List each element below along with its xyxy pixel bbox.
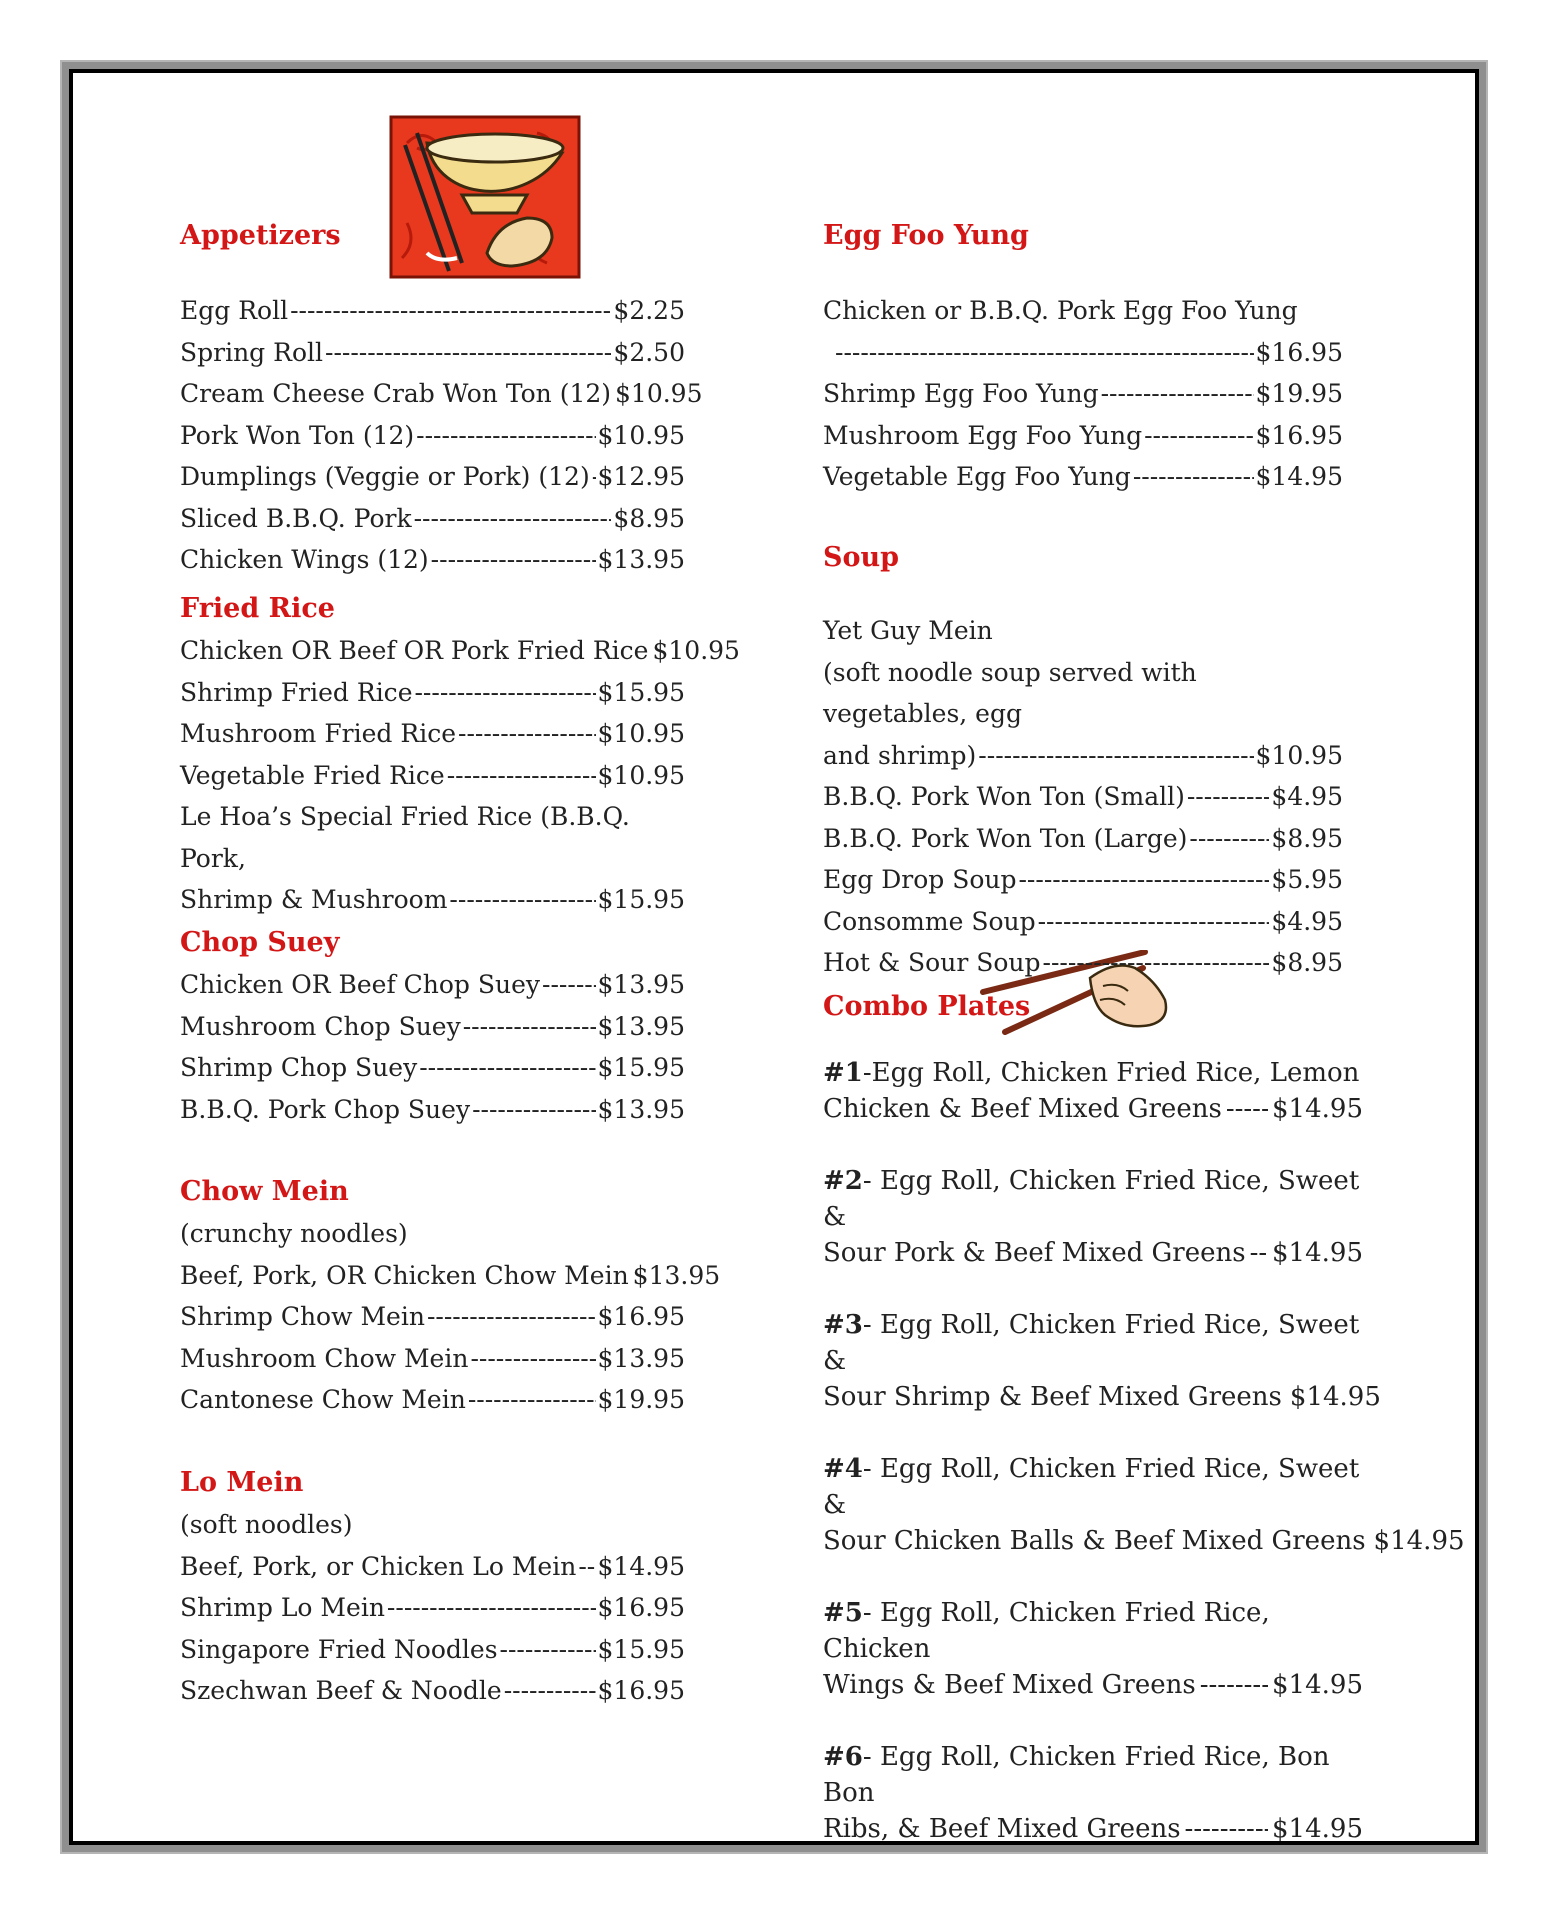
item-name: B.B.Q. Pork Chop Suey [180,1094,471,1124]
combo-number: #5 [823,1598,863,1628]
dot-leader [472,1089,595,1131]
combo-line1: - Egg Roll, Chicken Fried Rice, Sweet & [823,1166,1360,1232]
combo-heading: Combo Plates [823,991,1031,1022]
item-name: Vegetable Fried Rice [180,760,445,790]
dot-leader [542,964,595,1006]
item-price: $14.95 [597,1551,685,1581]
combo-line2: Sour Chicken Balls & Beef Mixed Greens [823,1526,1366,1556]
combo-line1: - Egg Roll, Chicken Fried Rice, Sweet & [823,1454,1360,1520]
item-name: Chicken Wings (12) [180,545,429,574]
item-price: $2.50 [613,337,685,367]
soup-first-desc: (soft noodle soup served with vegetables, egg [823,657,1197,728]
item-price: $13.95 [597,1343,685,1373]
menu-item [823,735,1343,777]
menu-item [180,1587,685,1629]
dot-leader [592,456,596,498]
item-price: $13.95 [597,970,685,999]
item-price: $16.95 [1255,420,1343,450]
item-price: $2.25 [613,296,685,325]
item-name: Shrimp Lo Mein [180,1593,385,1622]
menu-item [180,630,740,672]
combo-line1: - Egg Roll, Chicken Fried Rice, Bon Bon [823,1742,1330,1808]
lo-mein-note: (soft noodles) [180,1510,353,1539]
item-name: Mushroom Egg Foo Yung [823,420,1143,450]
combo-price: $14.95 [1373,1526,1465,1556]
combo-plate [823,1451,1465,1559]
combo-line2: Wings & Beef Mixed Greens [823,1670,1196,1700]
chow-mein-heading: Chow Mein [180,1176,349,1207]
dot-leader [1200,1667,1268,1703]
dot-leader [468,1379,596,1421]
combo-list [823,1055,1465,1883]
menu-item [180,415,685,457]
menu-item [180,1047,685,1089]
combo-plate [823,1739,1363,1847]
item-name: Sliced B.B.Q. Pork [180,503,412,533]
menu-item [823,942,1343,984]
combo-plate [823,1163,1363,1271]
chow-mein-note: (crunchy noodles) [180,1219,408,1248]
dot-leader [835,332,1254,374]
menu-item [180,332,685,374]
menu-item [823,456,1343,498]
item-name: Hot & Sour Soup [823,948,1041,977]
menu-item [180,1255,721,1297]
dot-leader [458,713,596,755]
item-price: $5.95 [1271,865,1343,894]
dot-leader [1101,373,1254,415]
dot-leader [1144,415,1253,457]
dot-leader [500,1629,596,1671]
special-fried-rice-line2: Shrimp & Mushroom [180,885,448,914]
menu-item [823,776,1343,818]
item-name: Beef, Pork, OR Chicken Chow Mein [180,1260,629,1290]
menu-item [823,818,1343,860]
dot-leader [470,1338,595,1380]
item-price: $13.95 [632,1260,721,1290]
dot-leader [427,1296,596,1338]
dot-leader [419,1047,595,1089]
menu-item [180,1338,685,1380]
item-name: Beef, Pork, or Chicken Lo Mein [180,1551,577,1581]
dot-leader [463,1006,596,1048]
combo-price: $14.95 [1272,1094,1363,1124]
dot-leader [1043,942,1270,984]
item-price: $4.95 [1271,906,1343,936]
combo-price: $14.95 [1272,1814,1363,1844]
menu-item [823,332,1343,374]
chop-suey-list [180,964,685,1130]
menu-item [180,498,685,540]
item-price: $12.95 [597,462,685,491]
item-price: $15.95 [597,1053,685,1082]
dot-leader [1185,1811,1268,1847]
item-name: Shrimp Egg Foo Yung [823,379,1099,408]
egg-foo-yung-list [823,290,1343,498]
menu-item [180,373,703,415]
egg-foo-yung-heading: Egg Foo Yung [823,220,1029,251]
combo-number: #1 [823,1058,863,1088]
menu-item [180,1006,685,1048]
fried-rice-list [180,630,740,921]
item-name: Shrimp Chow Mein [180,1302,425,1331]
item-price: $14.95 [1255,462,1343,491]
combo-line2: Sour Shrimp & Beef Mixed Greens [823,1382,1282,1412]
noodle-bowl-icon [387,113,583,281]
combo-number: #4 [823,1454,863,1484]
menu-item [180,1296,685,1338]
menu-item [180,672,685,714]
item-name: Cantonese Chow Mein [180,1385,466,1414]
item-name: Chicken OR Beef Chop Suey [180,970,541,999]
soup-heading: Soup [823,542,900,573]
dot-leader [290,290,611,332]
appetizers-list [180,290,703,581]
item-price: $4.95 [1271,782,1343,811]
dot-leader [387,1587,596,1629]
combo-line2: Ribs, & Beef Mixed Greens [823,1814,1181,1844]
dot-leader [1250,1235,1268,1271]
item-price: $8.95 [613,503,685,533]
item-price: $13.95 [597,1011,685,1041]
item-name: B.B.Q. Pork Won Ton (Small) [823,782,1185,811]
item-name: Mushroom Chop Suey [180,1011,461,1041]
appetizers-heading: Appetizers [180,220,341,251]
item-price: $13.95 [597,545,685,574]
item-name: Spring Roll [180,337,323,367]
egg-foo-yung-first-price: $16.95 [1255,337,1343,367]
lo-mein-list [180,1504,685,1712]
item-price: $16.95 [597,1593,685,1622]
dot-leader [578,1546,595,1588]
dot-leader [1018,859,1269,901]
dot-leader [416,415,595,457]
dot-leader [1038,901,1270,943]
menu-item [180,755,685,797]
item-name: Egg Roll [180,296,289,325]
soup-first-name: Yet Guy Mein [823,616,993,645]
combo-number: #2 [823,1166,863,1196]
combo-price: $14.95 [1272,1670,1363,1700]
item-price: $19.95 [597,1385,685,1414]
menu-item [180,290,685,332]
menu-item [180,456,685,498]
menu-item [823,415,1343,457]
dot-leader [1226,1091,1268,1127]
dot-leader [325,332,611,374]
item-name: Pork Won Ton (12) [180,420,415,450]
chop-suey-heading: Chop Suey [180,927,340,958]
menu-item [180,879,685,921]
item-name: Dumplings (Veggie or Pork) (12) [180,462,590,491]
menu-item [823,901,1343,943]
lo-mein-heading: Lo Mein [180,1467,304,1498]
item-name: Shrimp Fried Rice [180,677,413,707]
combo-line1: - Egg Roll, Chicken Fried Rice, Sweet & [823,1310,1360,1376]
item-price: $10.95 [615,379,703,408]
menu-item [180,539,685,581]
soup-first-desc2: and shrimp) [823,740,977,770]
combo-number: #6 [823,1742,863,1772]
item-name: Szechwan Beef & Noodle [180,1676,502,1705]
combo-price: $14.95 [1289,1382,1381,1412]
special-fried-rice-price: $15.95 [597,885,685,914]
combo-line1: - Egg Roll, Chicken Fried Rice, Chicken [823,1598,1270,1664]
menu-item [823,859,1343,901]
soup-first-price: $10.95 [1255,740,1343,770]
combo-plate [823,1307,1381,1415]
item-name: B.B.Q. Pork Won Ton (Large) [823,823,1188,853]
item-name: Mushroom Chow Mein [180,1343,469,1373]
menu-item [180,1089,685,1131]
combo-plate [823,1055,1363,1127]
dot-leader [1133,456,1254,498]
soup-list [823,610,1343,984]
item-price: $15.95 [597,677,685,707]
special-fried-rice-line1: Le Hoa’s Special Fried Rice (B.B.Q. Pork, [180,802,630,873]
item-price: $10.95 [597,719,685,748]
combo-line2: Sour Pork & Beef Mixed Greens [823,1238,1246,1268]
item-name: Singapore Fried Noodles [180,1634,498,1664]
item-name: Egg Drop Soup [823,865,1017,894]
dot-leader [431,539,596,581]
menu-item [180,964,685,1006]
dot-leader [1187,776,1270,818]
menu-item [180,1670,685,1712]
item-price: $15.95 [597,1634,685,1664]
menu-item [823,373,1343,415]
item-name: Mushroom Fried Rice [180,719,456,748]
combo-line1: -Egg Roll, Chicken Fried Rice, Lemon [862,1058,1360,1088]
dot-leader [504,1670,596,1712]
item-price: $8.95 [1271,948,1343,977]
dot-leader [414,498,612,540]
item-name: Vegetable Egg Foo Yung [823,462,1131,491]
combo-line2: Chicken & Beef Mixed Greens [823,1094,1222,1124]
fried-rice-heading: Fried Rice [180,593,335,624]
menu-item [180,713,685,755]
item-name: Shrimp Chop Suey [180,1053,418,1082]
combo-plate [823,1595,1363,1703]
egg-foo-yung-first-name: Chicken or B.B.Q. Pork Egg Foo Yung [823,296,1298,325]
dot-leader [449,879,595,921]
item-price: $10.95 [597,760,685,790]
item-price: $10.95 [597,420,685,450]
combo-price: $14.95 [1272,1238,1363,1268]
menu-item [180,1379,685,1421]
dot-leader [414,672,595,714]
item-price: $10.95 [652,636,740,665]
item-price: $8.95 [1271,823,1343,853]
combo-number: #3 [823,1310,863,1340]
item-name: Cream Cheese Crab Won Ton (12) [180,379,612,408]
item-price: $16.95 [597,1302,685,1331]
menu-item [180,1629,685,1671]
item-price: $16.95 [597,1676,685,1705]
dot-leader [978,735,1253,777]
item-price: $19.95 [1255,379,1343,408]
item-name: Consomme Soup [823,906,1036,936]
menu-item [180,1546,685,1588]
item-price: $13.95 [597,1094,685,1124]
dot-leader [1189,818,1269,860]
item-name: Chicken OR Beef OR Pork Fried Rice [180,636,649,665]
chow-mein-list [180,1213,721,1421]
dot-leader [447,755,596,797]
